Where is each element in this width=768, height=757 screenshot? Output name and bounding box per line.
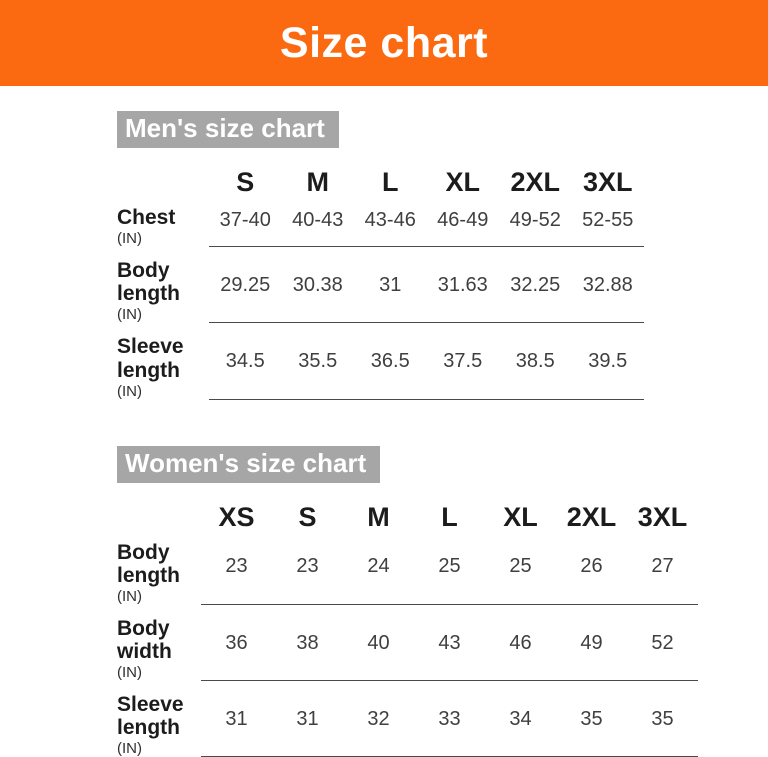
size-column-header: M	[367, 501, 390, 532]
size-value: 36.5	[370, 350, 410, 373]
values-row	[201, 691, 698, 757]
size-value: 24	[367, 555, 390, 578]
page-title: Size chart	[279, 18, 489, 67]
size-value: 32.88	[582, 273, 633, 296]
measurement-name: Sleeve length	[117, 693, 184, 740]
size-header-row	[117, 502, 768, 535]
size-value: 31.63	[437, 273, 488, 296]
size-column-header: L	[441, 501, 458, 532]
size-column-header: 2XL	[566, 501, 617, 532]
size-value: 34.5	[225, 350, 265, 373]
measurement-unit: (IN)	[117, 230, 142, 248]
measurement-unit: (IN)	[117, 664, 142, 682]
measurement-row	[117, 615, 768, 681]
size-value: 43-46	[364, 209, 416, 232]
size-value: 35	[580, 707, 603, 730]
measurement-name: Body length	[117, 540, 180, 587]
row-label	[117, 204, 209, 247]
size-value: 49	[580, 631, 603, 654]
mens-section-title: Men's size chart	[125, 113, 325, 143]
size-value: 46	[509, 631, 532, 654]
values-row	[201, 615, 698, 681]
size-value: 31	[296, 707, 319, 730]
row-label	[117, 257, 209, 323]
womens-section-title: Women's size chart	[125, 447, 367, 478]
measurement-unit: (IN)	[117, 382, 142, 400]
size-value: 39.5	[588, 350, 628, 373]
size-value: 38	[296, 631, 319, 654]
measurement-name: Body length	[117, 259, 180, 306]
womens-section-label	[117, 446, 380, 483]
size-value: 40	[367, 631, 390, 654]
size-value: 40-43	[292, 209, 344, 232]
measurement-name: Sleeve length	[117, 335, 184, 382]
size-value: 31	[379, 273, 402, 296]
size-value: 46-49	[437, 209, 489, 232]
measurement-unit: (IN)	[117, 306, 142, 324]
size-value: 25	[438, 555, 461, 578]
womens-size-chart-section	[117, 446, 768, 757]
size-column-header: L	[382, 167, 399, 198]
measurement-name: Chest	[117, 206, 176, 230]
size-value: 29.25	[220, 273, 271, 296]
size-column-header: S	[236, 167, 255, 198]
size-column-header: XL	[445, 167, 480, 198]
size-header-cells	[201, 502, 698, 535]
size-value: 43	[438, 631, 461, 654]
mens-section-label	[117, 111, 339, 148]
row-label	[117, 333, 209, 399]
banner	[0, 0, 768, 86]
size-value: 25	[509, 555, 532, 578]
size-value: 35.5	[298, 350, 338, 373]
size-column-header: XL	[503, 501, 538, 532]
size-header-row	[117, 167, 768, 200]
mens-size-table	[117, 167, 768, 399]
womens-size-table	[117, 502, 768, 757]
size-column-header: 3XL	[582, 167, 633, 198]
size-value: 23	[225, 555, 248, 578]
size-value: 35	[651, 707, 674, 730]
values-row	[209, 257, 644, 323]
size-column-header: 2XL	[510, 167, 561, 198]
values-row	[209, 204, 644, 247]
size-value: 32	[367, 707, 390, 730]
measurement-row	[117, 257, 768, 323]
values-row	[201, 539, 698, 605]
size-value: 49-52	[509, 209, 561, 232]
size-value: 37-40	[219, 209, 271, 232]
size-value: 36	[225, 631, 248, 654]
measurement-row	[117, 539, 768, 605]
mens-size-chart-section	[117, 111, 768, 400]
size-column-header: S	[298, 501, 317, 532]
measurement-unit: (IN)	[117, 588, 142, 606]
row-label	[117, 539, 201, 605]
header-spacer	[117, 167, 209, 200]
size-column-header: M	[306, 167, 329, 198]
row-label	[117, 691, 201, 757]
measurement-row	[117, 333, 768, 399]
row-label	[117, 615, 201, 681]
size-column-header: XS	[218, 501, 255, 532]
size-value: 31	[225, 707, 248, 730]
size-value: 52-55	[582, 209, 634, 232]
size-value: 33	[438, 707, 461, 730]
size-value: 32.25	[510, 273, 561, 296]
size-value: 52	[651, 631, 674, 654]
size-value: 34	[509, 707, 532, 730]
size-value: 23	[296, 555, 319, 578]
size-value: 37.5	[443, 350, 483, 373]
measurement-row	[117, 204, 768, 247]
size-value: 30.38	[292, 273, 343, 296]
size-header-cells	[209, 167, 644, 200]
size-value: 26	[580, 555, 603, 578]
measurement-unit: (IN)	[117, 740, 142, 757]
measurement-name: Body width	[117, 617, 172, 664]
header-spacer	[117, 502, 201, 535]
values-row	[209, 333, 644, 399]
measurement-row	[117, 691, 768, 757]
size-column-header: 3XL	[637, 501, 688, 532]
size-value: 27	[651, 555, 674, 578]
size-value: 38.5	[515, 350, 555, 373]
